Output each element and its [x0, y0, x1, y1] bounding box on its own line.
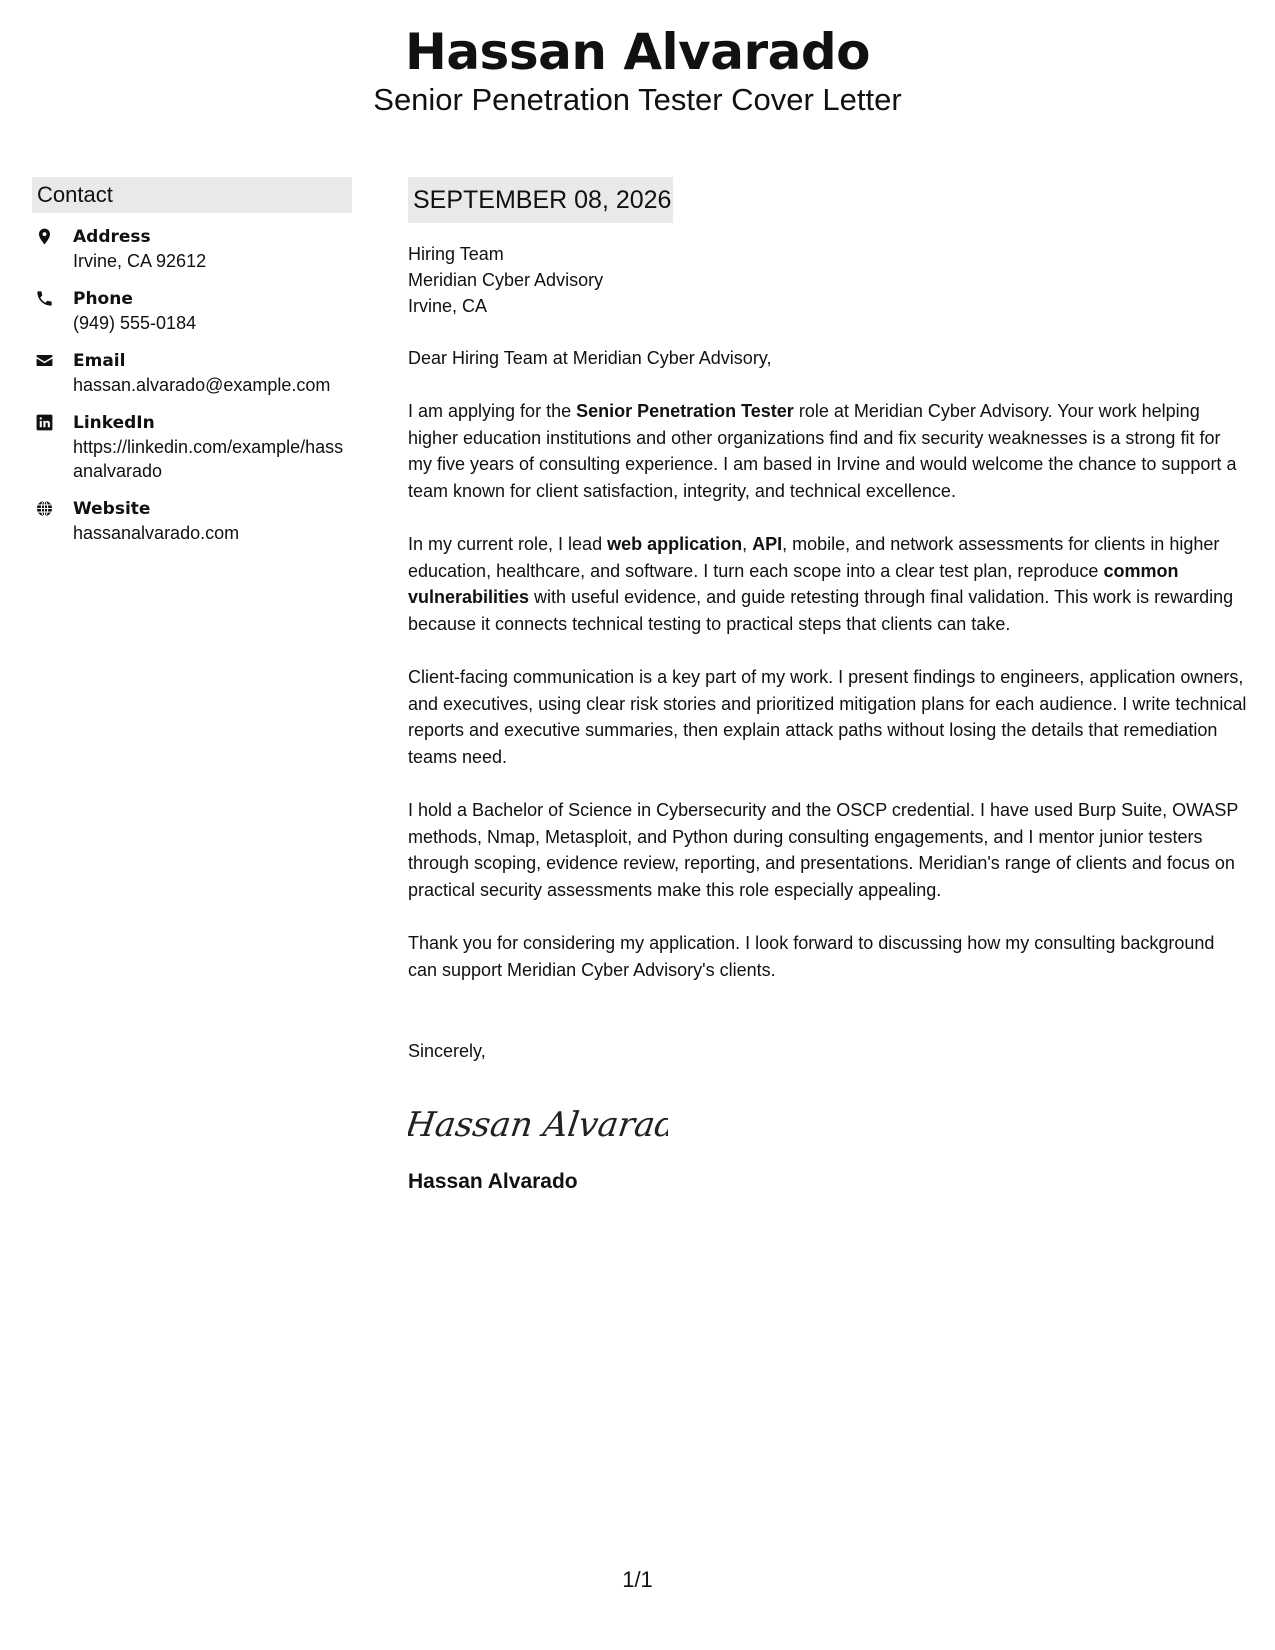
paragraph-4: I hold a Bachelor of Science in Cybersecurity and the OSCP credential. I have used Burp Suite, OWASP methods, Nmap, Metasploit, and Python during consulting engagements, and I mentor junior testers through scoping, evidence review, reporting, and presentations. Meridian's range of clients and focus on practical security assessments make this role especially appealing. [408, 800, 1239, 900]
letter-header [0, 22, 1275, 118]
recipient-block [408, 241, 1248, 319]
phone-icon [32, 287, 73, 308]
contact-item-address [32, 225, 352, 273]
contact-item-website [32, 497, 352, 545]
paragraph-3: Client-facing communication is a key part of my work. I present findings to engineers, application owners, and executives, using clear risk stories and prioritized mitigation plans for each audience. I write technical reports and executive summaries, then explain attack paths without losing the details that remediation teams need. [408, 667, 1247, 767]
emphasis-text: API [752, 534, 783, 554]
page-indicator: 1/1 [622, 1567, 653, 1592]
phone-label: Phone [73, 289, 133, 309]
website-value: hassanalvarado.com [73, 523, 240, 543]
paragraph-1: I am applying for the Senior Penetration Tester role at Meridian Cyber Advisory. Your work helping higher education institutions and other organizations find and fix security weaknesses is a strong fit for my five years of consulting experience. I am based in Irvine and would welcome the chance to support a team known for client satisfaction, integrity, and technical excellence. [408, 401, 1237, 501]
signature-text: Hassan Alvarad [408, 1105, 668, 1145]
phone-value: (949) 555-0184 [73, 313, 197, 333]
contact-section-title: Contact [32, 177, 352, 213]
signer-name: Hassan Alvarado [408, 1170, 578, 1193]
letter-date: SEPTEMBER 08, 2026 [408, 177, 673, 223]
envelope-icon [32, 349, 73, 370]
letter-body [408, 177, 1248, 1196]
email-label: Email [73, 351, 126, 371]
closing: Sincerely, [408, 1041, 486, 1061]
emphasis-text: web application [607, 534, 743, 554]
salutation: Dear Hiring Team at Meridian Cyber Advisory, [408, 348, 772, 368]
linkedin-label: LinkedIn [73, 413, 155, 433]
recipient-line: Hiring Team [408, 244, 504, 264]
contact-item-phone [32, 287, 352, 335]
linkedin-value: https://linkedin.com/example/hassanalvarado [73, 437, 344, 481]
recipient-line: Meridian Cyber Advisory [408, 270, 604, 290]
linkedin-icon [32, 411, 73, 432]
document-subtitle: Senior Penetration Tester Cover Letter [373, 82, 902, 117]
recipient-line: Irvine, CA [408, 296, 488, 316]
email-value: hassan.alvarado@example.com [73, 375, 331, 395]
contact-item-linkedin [32, 411, 352, 483]
contact-list [32, 225, 352, 545]
paragraph-5: Thank you for considering my application. I look forward to discussing how my consulting background can support Meridian Cyber Advisory's clients. [408, 933, 1215, 980]
paragraph-2: In my current role, I lead web application, API, mobile, and network assessments for clients in higher education, healthcare, and software. I turn each scope into a clear test plan, reproduce common vulnerabilities with useful evidence, and guide retesting through final validation. This work is rewarding because it connects technical testing to practical steps that clients can take. [408, 534, 1234, 634]
emphasis-text: Senior Penetration Tester [576, 401, 794, 421]
contact-sidebar [32, 177, 352, 559]
website-label: Website [73, 499, 151, 519]
address-value: Irvine, CA 92612 [73, 251, 207, 271]
applicant-name: Hassan Alvarado [404, 23, 871, 81]
address-label: Address [73, 227, 151, 247]
map-pin-icon [32, 225, 73, 246]
handwritten-signature [408, 1094, 1248, 1150]
contact-item-email [32, 349, 352, 397]
globe-icon [32, 497, 73, 518]
emphasis-text: common vulnerabilities [408, 560, 1179, 607]
